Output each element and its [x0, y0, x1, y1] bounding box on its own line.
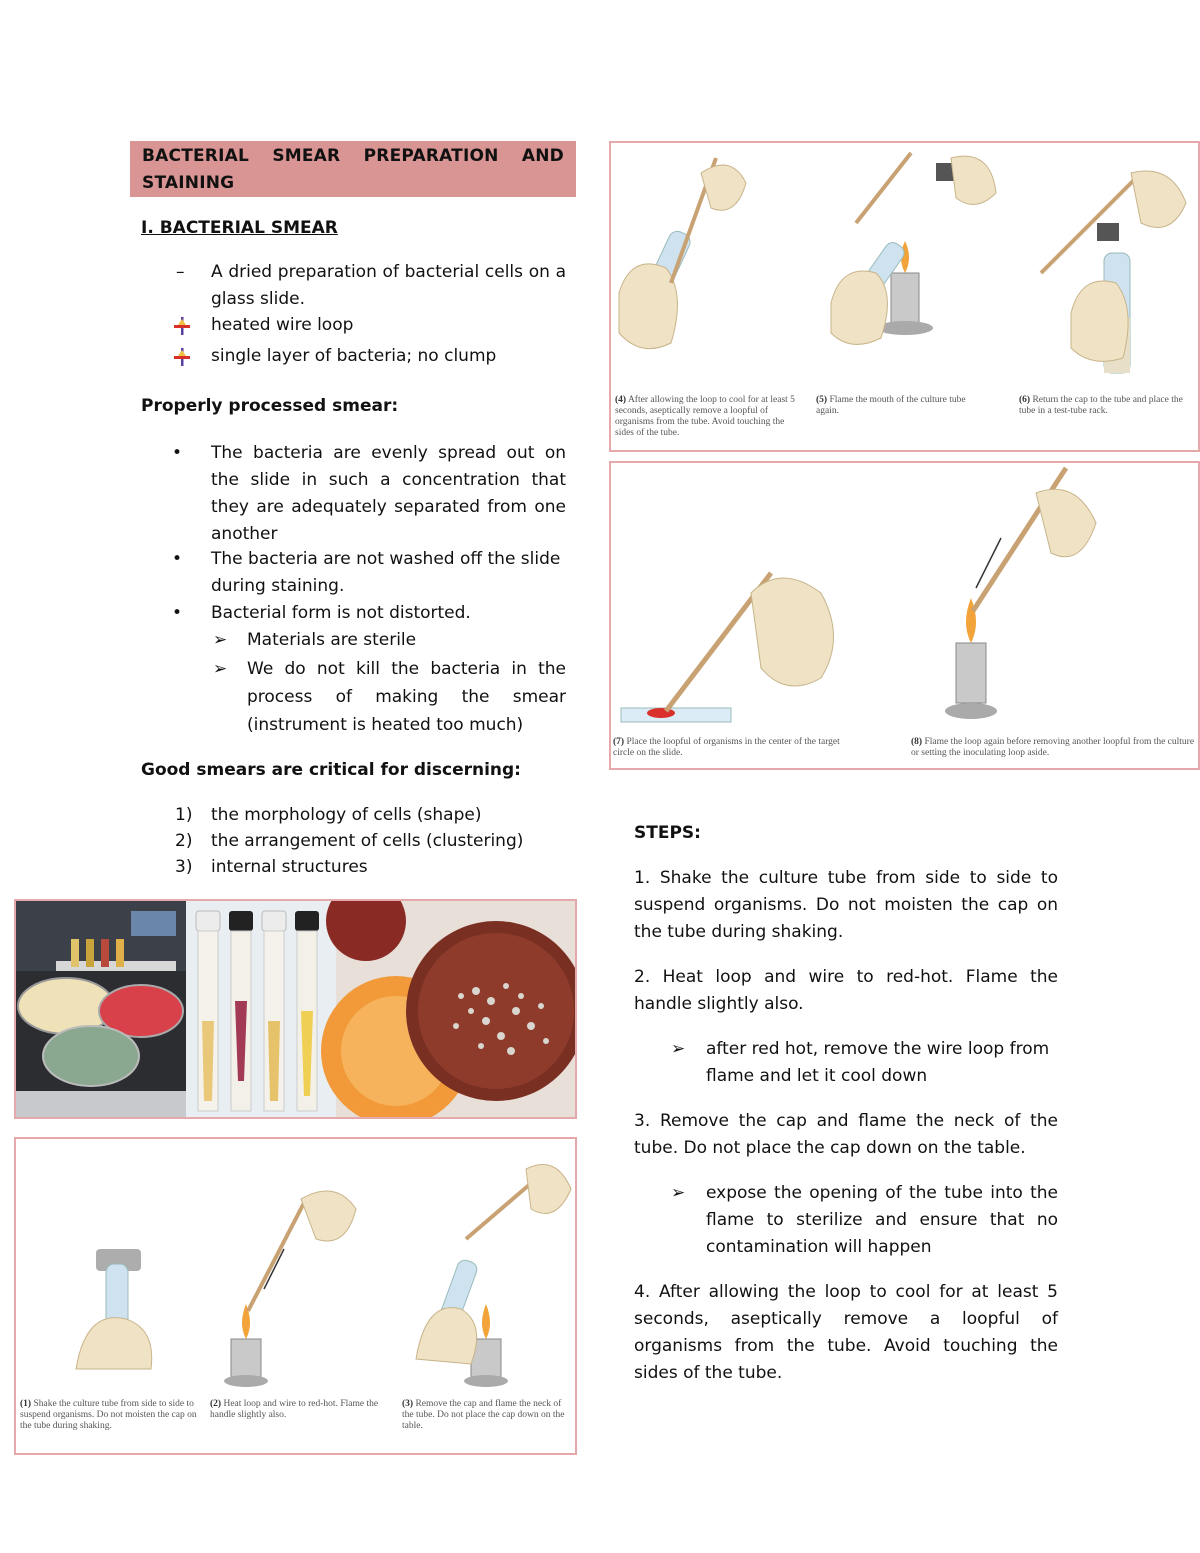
step-2-sub	[671, 1036, 1058, 1090]
caption-text: Remove the cap and flame the neck of the tube. Do not place the cap down on the table.	[402, 1399, 565, 1431]
figure-steps-1-3	[14, 1137, 577, 1455]
caption	[20, 1399, 200, 1432]
sub-item-text: We do not kill the bacteria in the process of making the smear (instrument is heated too much)	[247, 659, 566, 735]
bullet-item	[172, 440, 566, 548]
numbered-item	[175, 802, 481, 829]
dash-marker: –	[176, 262, 185, 282]
figure-steps-7-8	[609, 461, 1200, 770]
title-word: AND	[521, 146, 564, 166]
item-text: the arrangement of cells (clustering)	[211, 831, 524, 851]
arrow-bullet-icon: ➢	[671, 1039, 686, 1059]
culture-photo-collage	[14, 899, 577, 1119]
caption-number: (6)	[1019, 395, 1031, 405]
steps-1-3-illustration	[16, 1139, 575, 1394]
sub-item-text: Materials are sterile	[247, 630, 417, 650]
title-line2: STAINING	[142, 173, 235, 193]
title-word: PREPARATION	[363, 146, 499, 166]
caption-number: (7)	[613, 737, 625, 747]
title-word: BACTERIAL	[142, 146, 250, 166]
caption	[613, 737, 863, 759]
caption-number: (4)	[615, 395, 627, 405]
good-heading: Good smears are critical for discerning:	[141, 760, 521, 780]
figure-steps-4-6	[609, 141, 1200, 452]
definition-text: A dried preparation of bacterial cells on a glass slide.	[211, 262, 566, 309]
numbered-item	[175, 854, 368, 881]
step-1: 1. Shake the culture tube from side to side to suspend organisms. Do not moisten the cap on the tube during shaking.	[634, 868, 1058, 942]
step-3-sub-text: expose the opening of the tube into the flame to sterilize and ensure that no contamination will happen	[706, 1183, 1058, 1257]
item-number: 3)	[175, 857, 193, 877]
caption-number: (2)	[210, 1399, 222, 1409]
arrow-bullet-icon: ➢	[213, 630, 228, 650]
list-item	[172, 343, 496, 370]
caption-text: After allowing the loop to cool for at least 5 seconds, aseptically remove a loopful of organisms from the tube. Avoid touching the sides of the tube.	[615, 395, 795, 438]
step-2: 2. Heat loop and wire to red-hot. Flame the handle slightly also.	[634, 967, 1058, 1014]
steps-7-8-illustration	[611, 463, 1198, 733]
caption	[816, 395, 976, 417]
item-text: single layer of bacteria; no clump	[211, 346, 497, 366]
bullet-dot: •	[172, 549, 183, 569]
steps-heading: STEPS:	[634, 823, 701, 843]
caption-number: (5)	[816, 395, 828, 405]
bullet-dot: •	[172, 603, 183, 623]
caption-number: (8)	[911, 737, 923, 747]
bullet-item	[172, 600, 566, 627]
bullet-item	[172, 546, 566, 600]
bullet-dot: •	[172, 443, 183, 463]
sub-item	[213, 627, 566, 654]
caption-text: Place the loopful of organisms in the center of the target circle on the slide.	[613, 737, 840, 758]
bullet-text: Bacterial form is not distorted.	[211, 603, 471, 623]
bullet-text: The bacteria are not washed off the slide during staining.	[211, 549, 561, 596]
item-number: 2)	[175, 831, 193, 851]
numbered-item	[175, 828, 523, 855]
pin-icon	[172, 343, 211, 370]
caption	[1019, 395, 1194, 417]
caption-number: (3)	[402, 1399, 414, 1409]
caption	[210, 1399, 385, 1421]
sub-item	[213, 655, 566, 739]
steps-4-6-illustration	[611, 143, 1198, 393]
item-number: 1)	[175, 805, 193, 825]
properly-heading: Properly processed smear:	[141, 396, 399, 416]
arrow-bullet-icon: ➢	[671, 1183, 686, 1203]
caption-number: (1)	[20, 1399, 32, 1409]
caption	[911, 737, 1196, 759]
step-2-sub-text: after red hot, remove the wire loop from flame and let it cool down	[706, 1039, 1050, 1086]
caption-text: Flame the loop again before removing another loopful from the culture or setting the inoculating loop aside.	[911, 737, 1195, 758]
list-item	[172, 312, 353, 339]
caption-text: Shake the culture tube from side to side to suspend organisms. Do not moisten the cap on the tube during shaking.	[20, 1399, 197, 1431]
step-3-sub	[671, 1180, 1058, 1261]
bullet-text: The bacteria are evenly spread out on the slide in such a concentration that they are adequately separated from one another	[211, 443, 566, 544]
caption-text: Return the cap to the tube and place the tube in a test-tube rack.	[1019, 395, 1183, 416]
title-word: SMEAR	[272, 146, 341, 166]
caption-text: Heat loop and wire to red-hot. Flame the handle slightly also.	[210, 1399, 379, 1420]
section-heading: I. BACTERIAL SMEAR	[141, 218, 338, 238]
pin-icon	[172, 312, 211, 339]
caption-text: Flame the mouth of the culture tube again.	[816, 395, 966, 416]
caption	[402, 1399, 572, 1432]
item-text: the morphology of cells (shape)	[211, 805, 482, 825]
caption	[615, 395, 795, 439]
arrow-bullet-icon: ➢	[213, 659, 228, 679]
definition-item	[176, 259, 566, 313]
document-title	[130, 141, 576, 197]
item-text: internal structures	[211, 857, 368, 877]
item-text: heated wire loop	[211, 315, 354, 335]
step-4: 4. After allowing the loop to cool for at least 5 seconds, aseptically remove a loopful of organisms from the tube. Avoid touching the sides of the tube.	[634, 1282, 1058, 1383]
step-3: 3. Remove the cap and flame the neck of the tube. Do not place the cap down on the table.	[634, 1111, 1058, 1158]
